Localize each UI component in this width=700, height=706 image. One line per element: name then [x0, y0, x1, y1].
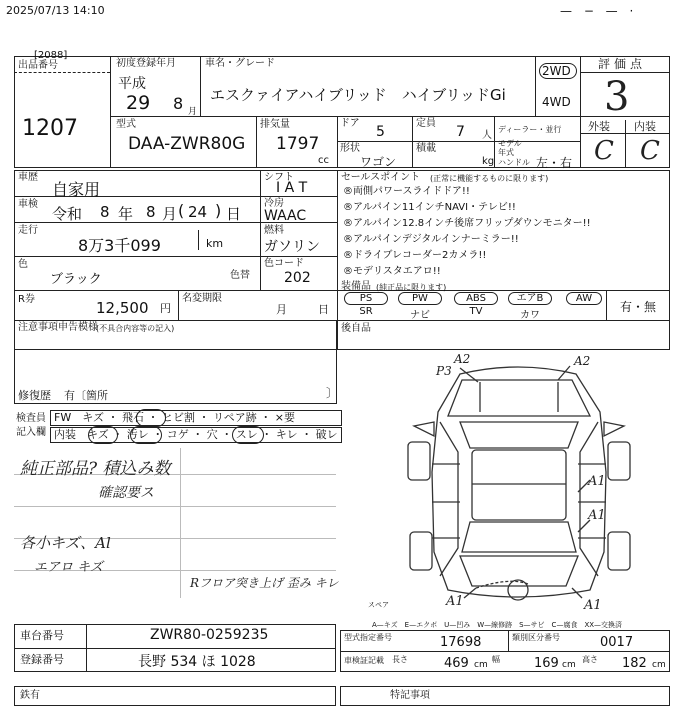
recycle-unit: 円: [160, 302, 171, 315]
equipment-label: 装備品: [341, 281, 371, 292]
equip-leather: カワ: [520, 310, 540, 321]
handwritten-note-3: 各小キズ、Al: [20, 534, 111, 552]
exterior-grade: C: [594, 136, 614, 166]
color-change-label: 色替: [230, 270, 250, 281]
car-name-grade: エスクァイアハイブリッド ハイブリッドGi: [210, 86, 506, 104]
inspector-row-1: FW キズ ・ 飛石 ・ ヒビ割 ・ リペア跡 ・ ×要: [54, 411, 295, 424]
score-label: 評価点: [598, 57, 647, 71]
repair-history-value: 有〔箇所: [64, 389, 108, 402]
shift: I A T: [276, 180, 308, 196]
sales-points-label: セールスポイント: [341, 172, 421, 183]
color-code-label: 色コード: [264, 258, 304, 269]
doors: 5: [376, 124, 385, 140]
score-value: 3: [604, 74, 630, 120]
usage-label: 車歴: [18, 172, 38, 183]
sales-point-item: ®両側パワースライドドア!!: [343, 186, 470, 197]
width-label: 幅: [492, 655, 500, 664]
inspection-month: 8: [146, 203, 156, 221]
cooler: WAAC: [264, 208, 307, 224]
equip-airbag: エアB: [508, 292, 552, 305]
handwritten-note-2: 確認要ス: [98, 485, 154, 501]
mileage-unit: km: [206, 237, 224, 250]
equip-sr: SR: [359, 306, 373, 317]
drive-2wd: 2WD: [542, 64, 571, 78]
inspection-label: 車検: [18, 199, 38, 210]
equip-yes-no: 有・無: [620, 300, 657, 314]
inspection-paren-open: (: [178, 201, 185, 220]
registration-label: 登録番号: [20, 653, 64, 666]
name-change-label: 名変期限: [182, 293, 222, 304]
circle-mark: [130, 426, 162, 444]
circle-mark: [136, 409, 166, 427]
lot-number-label: 出品番号: [18, 60, 58, 71]
height-unit: cm: [652, 660, 666, 670]
load-unit: kg: [482, 156, 495, 167]
inspector-label-2: 記入欄: [16, 427, 46, 438]
fuel: ガソリン: [264, 239, 320, 255]
sales-point-item: ®モデリスタエアロ!!: [343, 266, 441, 277]
recycle-label: R券: [18, 294, 35, 305]
remarks-note: (不具合内容等の記入): [96, 324, 175, 333]
rear-seat-label: 後自品: [341, 323, 371, 334]
bottom-cut-left: 鉄有: [20, 690, 40, 701]
size-label: 車検証記載: [344, 656, 384, 665]
damage-legend: A—キズ E—エクボ U—凹み W—線修跡 S—サビ C—腐食 XX—交換済: [372, 621, 623, 629]
equip-tv: TV: [469, 306, 483, 317]
chassis-label: 車台番号: [20, 629, 64, 642]
equip-aw: AW: [566, 292, 602, 305]
equip-pw: PW: [398, 292, 442, 305]
handle: 左・右: [536, 156, 573, 170]
first-registration-year: 29: [126, 92, 151, 114]
repair-history-label: 修復歴: [18, 389, 51, 402]
repair-history-close: 〕: [326, 386, 339, 400]
model-year-label1: モデル: [498, 139, 522, 148]
circle-mark: [232, 426, 264, 444]
exterior-label: 外装: [588, 120, 610, 133]
color-code: 202: [284, 270, 311, 286]
damage-mark-a1-left: A1: [446, 594, 464, 609]
first-registration-era: 平成: [118, 76, 146, 92]
sales-point-item: ®アルパインデジタルインナーミラー!!: [343, 234, 519, 245]
displacement: 1797: [276, 134, 320, 154]
category-label: 類別区分番号: [512, 633, 560, 642]
width: 169: [534, 656, 559, 671]
recycle-fee: 12,500: [96, 299, 149, 317]
bottom-cut-box-left: [14, 686, 336, 706]
bottom-cut-right: 特記事項: [390, 690, 430, 701]
name-change-day-unit: 日: [318, 303, 329, 316]
equipment-note: (純正品に限ります): [376, 283, 447, 292]
color: ブラック: [50, 272, 102, 287]
handle-label: ハンドル: [498, 158, 530, 167]
height-label: 高さ: [582, 655, 598, 664]
sales-points-note: (正常に機能するものに限ります): [430, 174, 549, 183]
mileage-divider: [198, 230, 199, 250]
mileage: 8万3千099: [78, 236, 161, 255]
capacity-label: 定員: [416, 118, 436, 129]
sales-point-item: ®ドライブレコーダー2カメラ!!: [343, 250, 487, 261]
name-change-month-unit: 月: [276, 303, 287, 316]
inspection-day-unit: 日: [226, 205, 242, 223]
first-registration-label: 初度登録年月: [116, 58, 176, 69]
registration-number: 長野 534 ほ 1028: [138, 654, 256, 670]
damage-mark-a1-upper: A1: [588, 474, 606, 489]
inspection-day: 24: [188, 203, 208, 221]
interior-label: 内装: [634, 120, 656, 133]
inspection-paren-close: ): [215, 201, 222, 220]
sales-point-item: ®アルパイン12.8インチ後席フリップダウンモニター!!: [343, 218, 591, 229]
dealer-label: ディーラー・並行: [498, 125, 562, 134]
displacement-label: 排気量: [260, 119, 290, 130]
inspection-month-unit: 月: [162, 205, 178, 223]
length-label: 長さ: [392, 655, 408, 664]
category-number: 0017: [600, 635, 634, 650]
inspector-label-1: 検査員: [16, 413, 46, 424]
damage-mark-a2-left: A2: [454, 352, 471, 366]
chassis-number: ZWR80-0259235: [150, 627, 269, 643]
car-name-label: 車名・グレード: [205, 58, 275, 69]
inspection-year: 8: [100, 203, 110, 221]
fuel-label: 燃料: [264, 225, 284, 236]
usage: 自家用: [52, 180, 101, 199]
shape: ワゴン: [360, 155, 397, 169]
damage-mark-p3: P3: [436, 364, 452, 378]
handwritten-note-5: Rフロア突き上げ 歪み キレ: [190, 576, 339, 590]
lot-number: 1207: [22, 116, 78, 141]
remarks-label: 注意事項申告模様: [18, 322, 98, 333]
damage-mark-a1-lower: A1: [584, 598, 602, 613]
inspection-era: 令和: [52, 205, 83, 223]
print-timestamp: 2025/07/13 14:10: [6, 4, 105, 17]
model-code: DAA-ZWR80G: [128, 134, 246, 154]
type-designation: 17698: [440, 635, 482, 650]
type-designation-label: 型式指定番号: [344, 633, 392, 642]
remarks-block: [14, 320, 337, 404]
length-unit: cm: [474, 660, 488, 670]
interior-grade: C: [640, 136, 660, 166]
inspection-year-unit: 年: [118, 205, 134, 223]
displacement-unit: cc: [318, 155, 329, 166]
height: 182: [622, 656, 647, 671]
color-label: 色: [18, 259, 28, 270]
shift-label: シフト: [264, 172, 294, 183]
width-unit: cm: [562, 660, 576, 670]
equip-ps: PS: [344, 292, 388, 305]
drive-4wd: 4WD: [542, 95, 571, 109]
spare-label: スペア: [368, 601, 389, 609]
cooler-label: 冷房: [264, 198, 284, 209]
first-registration-month-unit: 月: [188, 107, 198, 117]
damage-mark-a2-right: A2: [574, 354, 591, 368]
length: 469: [444, 656, 469, 671]
load-label: 積載: [416, 143, 436, 154]
corner-mark: — − — ·: [560, 4, 638, 18]
first-registration-month: 8: [173, 94, 184, 113]
handwritten-note-1: 純正部品? 積込み数: [20, 459, 171, 479]
model-year-label2: 年式: [498, 148, 514, 157]
damage-mark-a1-mid: A1: [588, 508, 606, 523]
sales-point-item: ®アルパイン11インチNAVI・テレビ!!: [343, 202, 516, 213]
lot-number-small: [2088]: [34, 50, 68, 61]
shape-label: 形状: [340, 143, 360, 154]
capacity: 7: [456, 124, 465, 140]
inspector-row-2: 内装 キズ ・ 汚レ ・ コゲ ・ 穴 ・ スレ ・ キレ ・ 破レ: [54, 428, 338, 441]
capacity-unit: 人: [482, 130, 492, 141]
circle-mark: [88, 426, 118, 444]
equip-abs: ABS: [454, 292, 498, 305]
equip-navi: ナビ: [410, 310, 430, 321]
handwritten-note-4: エアロ キズ: [34, 560, 103, 575]
doors-label: ドア: [340, 118, 360, 129]
model-label: 型式: [116, 119, 136, 130]
mileage-label: 走行: [18, 225, 38, 236]
